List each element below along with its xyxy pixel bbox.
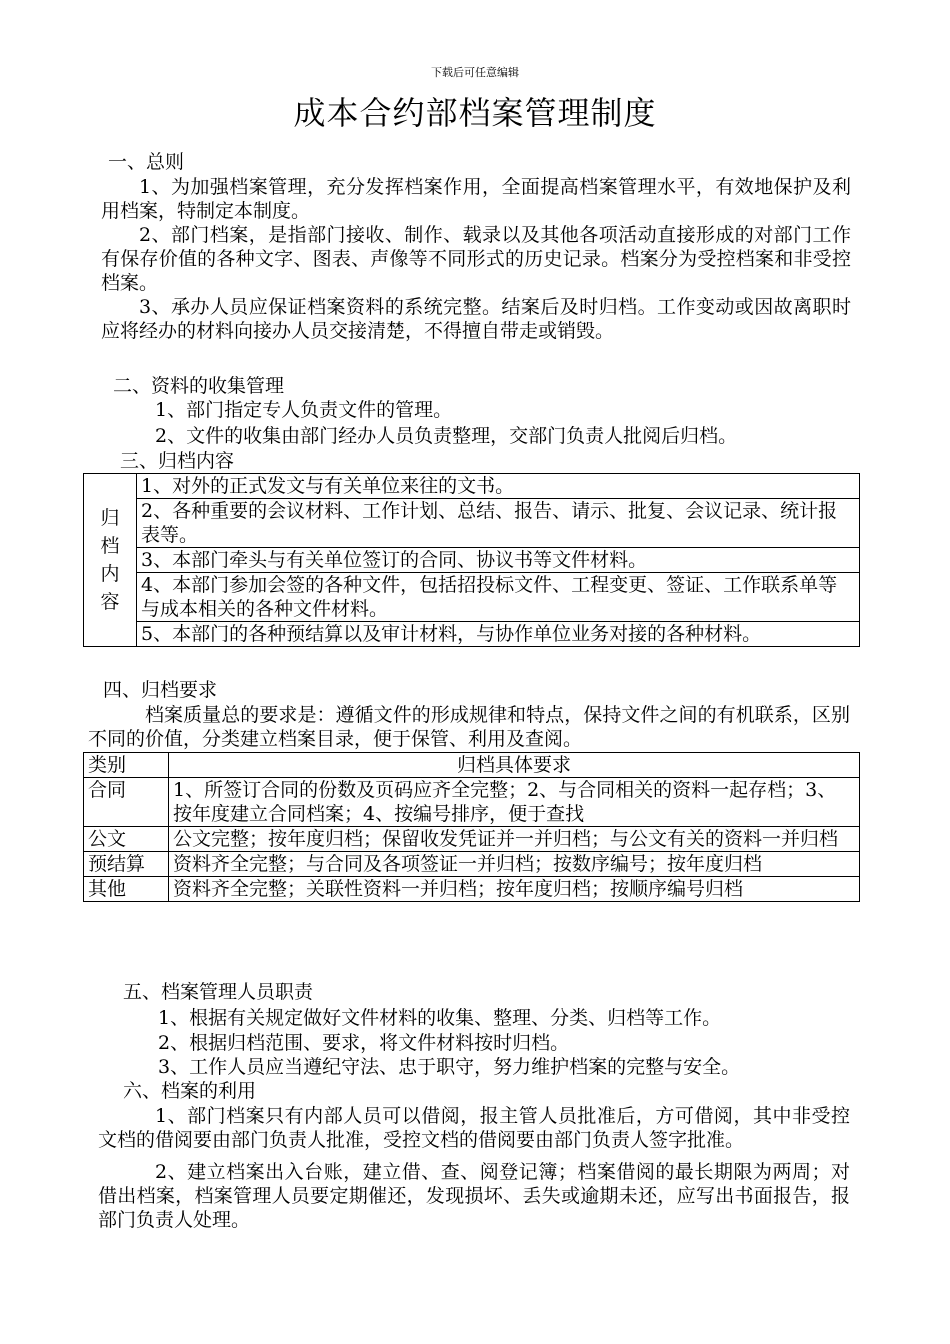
req-row-type: 合同 — [84, 778, 169, 827]
page-title: 成本合约部档案管理制度 — [293, 94, 657, 132]
req-row-detail: 公文完整；按年度归档；保留收发凭证并一并归档；与公文有关的资料一并归档 — [169, 827, 860, 852]
section-1-item-1: 1、为加强档案管理，充分发挥档案作用，全面提高档案管理水平，有效地保护及利用档案，特制定本制度。 — [101, 176, 851, 222]
section-4-intro-block — [88, 703, 850, 751]
section-3-heading: 三、归档内容 — [120, 450, 235, 472]
archive-requirements-table — [83, 752, 860, 902]
archive-content-table — [83, 473, 860, 647]
section-6-heading: 六、档案的利用 — [123, 1080, 257, 1102]
archive-content-row: 5、本部门的各种预结算以及审计材料，与协作单位业务对接的各种材料。 — [137, 622, 860, 647]
section-6-item-2: 2、建立档案出入台账，建立借、查、阅登记簿；档案借阅的最长期限为两周；对借出档案，档案管理人员要定期催还，发现损坏、丢失或逾期未还，应写出书面报告，报部门负责人处理。 — [98, 1161, 850, 1231]
section-6-item-1: 1、部门档案只有内部人员可以借阅，报主管人员批准后，方可借阅，其中非受控文档的借阅要由部门负责人批准，受控文档的借阅要由部门负责人签字批准。 — [98, 1105, 850, 1151]
archive-content-label — [84, 474, 137, 647]
section-2-heading: 二、资料的收集管理 — [113, 375, 285, 397]
req-row-type: 其他 — [84, 877, 169, 902]
section-6-body — [98, 1104, 850, 1232]
req-row-type: 公文 — [84, 827, 169, 852]
archive-content-row: 4、本部门参加会签的各种文件，包括招投标文件、工程变更、签证、工作联系单等与成本相关的各种文件材料。 — [137, 573, 860, 622]
archive-content-row: 1、对外的正式发文与有关单位来往的文书。 — [137, 474, 860, 499]
section-4-intro: 档案质量总的要求是：遵循文件的形成规律和特点，保持文件之间的有机联系，区别不同的价值，分类建立档案目录，便于保管、利用及查阅。 — [88, 704, 850, 750]
section-5-item-2: 2、根据归档范围、要求，将文件材料按时归档。 — [158, 1032, 570, 1054]
archive-content-row: 2、各种重要的会议材料、工作计划、总结、报告、请示、批复、会议记录、统计报表等。 — [137, 499, 860, 548]
section-2-item-1: 1、部门指定专人负责文件的管理。 — [155, 399, 453, 421]
archive-content-label-text: 归档内容 — [100, 507, 120, 613]
section-1-body — [101, 175, 851, 343]
section-5-item-1: 1、根据有关规定做好文件材料的收集、整理、分类、归档等工作。 — [158, 1007, 722, 1029]
archive-content-row: 3、本部门牵头与有关单位签订的合同、协议书等文件材料。 — [137, 548, 860, 573]
req-row-detail: 资料齐全完整；与合同及各项签证一并归档；按数序编号；按年度归档 — [169, 852, 860, 877]
section-5-item-3: 3、工作人员应当遵纪守法、忠于职守，努力维护档案的完整与安全。 — [158, 1056, 741, 1078]
section-1-item-2: 2、部门档案，是指部门接收、制作、载录以及其他各项活动直接形成的对部门工作有保存价值的各种文字、图表、声像等不同形式的历史记录。档案分为受控档案和非受控档案。 — [101, 224, 851, 294]
header-note: 下载后可任意编辑 — [431, 66, 519, 79]
section-1-item-3: 3、承办人员应保证档案资料的系统完整。结案后及时归档。工作变动或因故离职时应将经办的材料向接办人员交接清楚，不得擅自带走或销毁。 — [101, 296, 851, 342]
req-header-detail: 归档具体要求 — [169, 753, 860, 778]
section-5-heading: 五、档案管理人员职责 — [123, 981, 314, 1003]
req-row-detail: 1、所签订合同的份数及页码应齐全完整；2、与合同相关的资料一起存档；3、按年度建立合同档案；4、按编号排序，便于查找 — [169, 778, 860, 827]
section-1-heading: 一、总则 — [108, 151, 185, 173]
section-2-item-2: 2、文件的收集由部门经办人员负责整理，交部门负责人批阅后归档。 — [155, 425, 738, 447]
req-header-type: 类别 — [84, 753, 169, 778]
section-4-heading: 四、归档要求 — [103, 679, 218, 701]
req-row-type: 预结算 — [84, 852, 169, 877]
req-row-detail: 资料齐全完整；关联性资料一并归档；按年度归档；按顺序编号归档 — [169, 877, 860, 902]
